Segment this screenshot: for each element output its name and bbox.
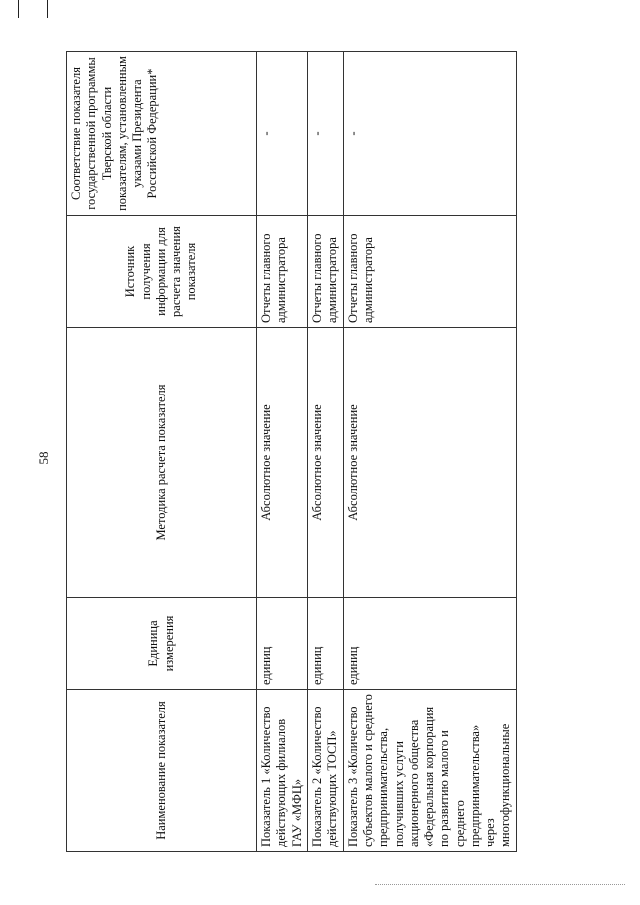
row-3-name: Показатель 3 «Количество субъектов малого и среднего предпринимательства, получивших услуги акционерного общества «Федеральная корпорация по развитию малого и среднего предпринимательства» через многофункциональные xyxy=(343,690,516,852)
table-row xyxy=(343,52,516,852)
header-source: Источник получения информации для расчета значения показателя xyxy=(67,216,257,328)
corner-mark-right xyxy=(47,0,48,18)
header-name: Наименование показателя xyxy=(67,690,257,852)
bottom-rule xyxy=(375,884,625,885)
header-method: Методика расчета показателя xyxy=(67,328,257,598)
row-2-name: Показатель 2 «Количество действующих ТОСП» xyxy=(307,690,343,852)
row-3-unit: единиц xyxy=(343,598,516,690)
row-1-source: Отчеты главного администратора xyxy=(257,216,308,328)
row-2-unit: единиц xyxy=(307,598,343,690)
row-3-method: Абсолютное значение xyxy=(343,328,516,598)
row-1-unit: единиц xyxy=(257,598,308,690)
row-1-method: Абсолютное значение xyxy=(257,328,308,598)
indicator-table xyxy=(66,51,517,852)
table-row xyxy=(307,52,343,852)
table-row xyxy=(257,52,308,852)
header-unit: Единица измерения xyxy=(67,598,257,690)
table-header-row xyxy=(67,52,257,852)
corner-mark-left xyxy=(18,0,19,18)
row-1-name: Показатель 1 «Количество действующих филиалов ГАУ «МФЦ» xyxy=(257,690,308,852)
indicator-table-rotated xyxy=(66,52,513,852)
header-compliance: Соответствие показателя государственной программы Тверской области показателям, установленным указами Президента Российской Федерации* xyxy=(67,52,257,216)
row-1-compliance: - xyxy=(257,52,308,216)
row-2-compliance: - xyxy=(307,52,343,216)
row-2-source: Отчеты главного администратора xyxy=(307,216,343,328)
row-2-method: Абсолютное значение xyxy=(307,328,343,598)
row-3-compliance: - xyxy=(343,52,516,216)
page-number: 58 xyxy=(36,451,51,465)
row-3-source: Отчеты главного администратора xyxy=(343,216,516,328)
